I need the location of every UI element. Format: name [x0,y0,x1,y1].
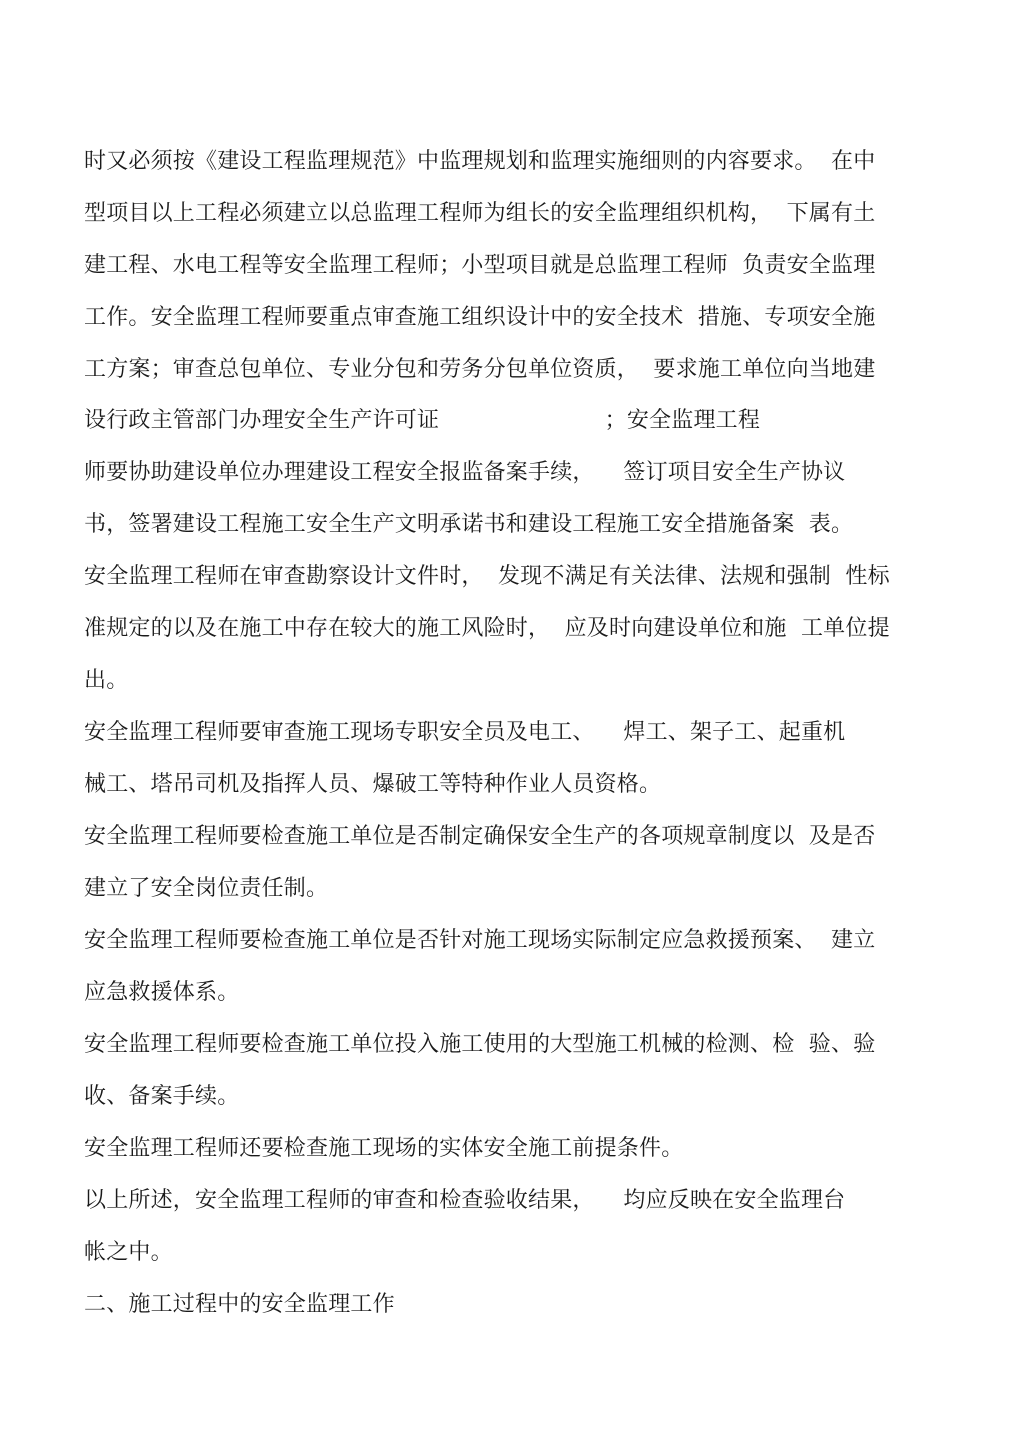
text-line: 师要协助建设单位办理建设工程安全报监备案手续， 签订项目安全生产协议 [84,460,846,485]
text-line: 准规定的以及在施工中存在较大的施工风险时， 应及时向建设单位和施 工单位提 [84,616,890,641]
text-line: 械工、塔吊司机及指挥人员、爆破工等特种作业人员资格。 [84,772,662,797]
text-line: 出。 [84,668,129,693]
text-line: 收、备案手续。 [84,1084,240,1109]
section-heading: 二、施工过程中的安全监理工作 [84,1292,395,1317]
text-line: 以上所述，安全监理工程师的审查和检查验收结果， 均应反映在安全监理台 [84,1188,846,1213]
text-line: 书，签署建设工程施工安全生产文明承诺书和建设工程施工安全措施备案 表。 [84,512,854,537]
text-line: 安全监理工程师要检查施工单位投入施工使用的大型施工机械的检测、检 验、验 [84,1032,876,1057]
text-line: 设行政主管部门办理安全生产许可证 ；安全监理工程 [84,408,761,433]
text-line: 安全监理工程师在审查勘察设计文件时， 发现不满足有关法律、法规和强制 性标 [84,564,890,589]
text-line: 建工程、水电工程等安全监理工程师；小型项目就是总监理工程师 负责安全监理 [84,253,876,278]
text-line: 建立了安全岗位责任制。 [84,876,329,901]
text-line: 安全监理工程师要检查施工单位是否针对施工现场实际制定应急救援预案、 建立 [84,928,876,953]
text-line: 时又必须按《建设工程监理规范》中监理规划和监理实施细则的内容要求。 在中 [84,149,876,174]
text-line: 安全监理工程师要检查施工单位是否制定确保安全生产的各项规章制度以 及是否 [84,824,876,849]
text-line: 安全监理工程师要审查施工现场专职安全员及电工、 焊工、架子工、起重机 [84,720,846,745]
text-line: 型项目以上工程必须建立以总监理工程师为组长的安全监理组织机构， 下属有土 [84,201,876,226]
text-line: 工作。安全监理工程师要重点审查施工组织设计中的安全技术 措施、专项安全施 [84,305,876,330]
text-line: 工方案；审查总包单位、专业分包和劳务分包单位资质， 要求施工单位向当地建 [84,357,876,382]
text-line: 应急救援体系。 [84,980,240,1005]
text-line: 安全监理工程师还要检查施工现场的实体安全施工前提条件。 [84,1136,684,1161]
text-line: 帐之中。 [84,1240,173,1265]
